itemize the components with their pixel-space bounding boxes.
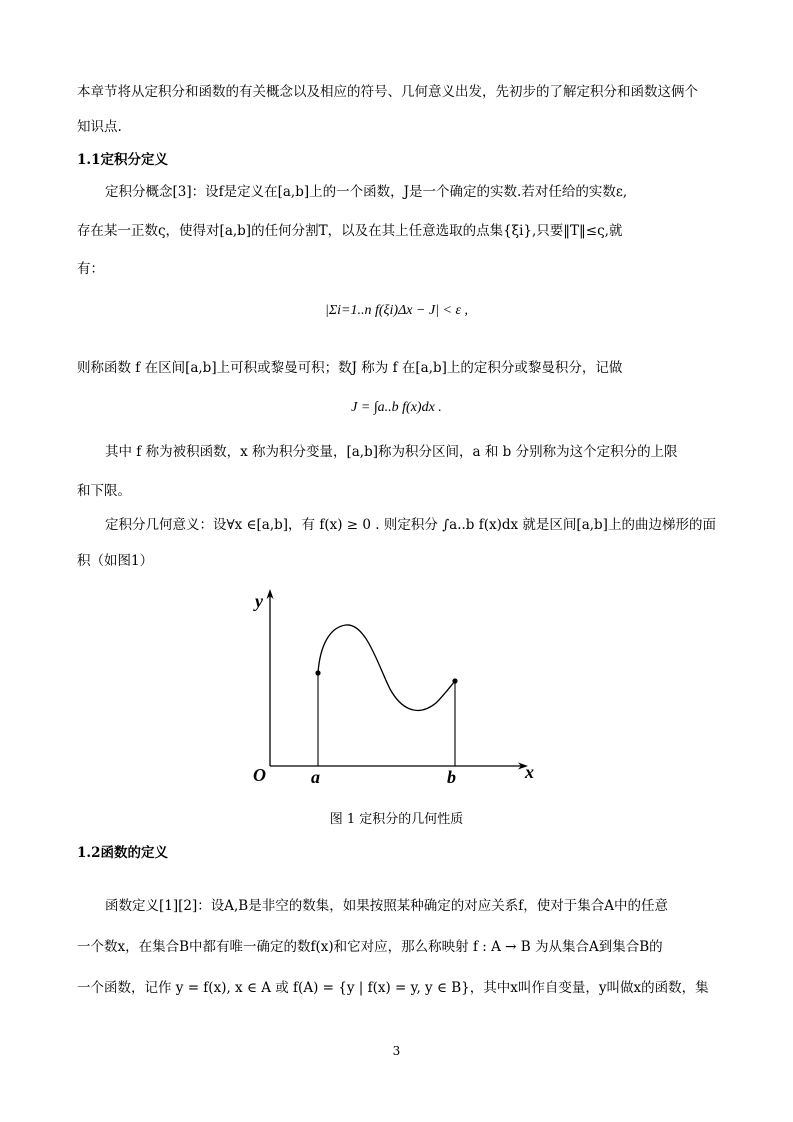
integral-notation-formula: J = ∫a..b f(x)dx . [351, 400, 442, 415]
section-heading-1-1: 1.1定积分定义 [77, 152, 168, 168]
figure-caption: 图 1 定积分的几何性质 [329, 812, 464, 827]
definite-integral-concept-line-3: 有： [77, 261, 104, 277]
geometric-meaning-line-2: 积（如图1） [77, 553, 154, 569]
intro-line-1: 本章节将从定积分和函数的有关概念以及相应的符号、几何意义出发，先初步的了解定积分和函数这俩个 [77, 84, 698, 100]
x-axis-label: x [525, 762, 534, 782]
point-b [452, 678, 457, 683]
riemann-sum-formula: |Σi=1..n f(ξi)Δx − J| < ε , [324, 303, 468, 318]
geometric-meaning-line-1: 定积分几何意义：设∀x ∈[a,b]，有 f(x) ≥ 0 . 则定积分 ∫a..b f(x)dx 就是区间[a,b]上的曲边梯形的面 [105, 517, 716, 533]
section-heading-1-2: 1.2函数的定义 [77, 845, 168, 861]
function-definition-line-2: 一个数x，在集合B中都有唯一确定的数f(x)和它对应，那么称映射 f : A → B 为从集合A到集合B的 [77, 939, 663, 955]
a-tick-label: a [311, 767, 320, 787]
function-curve [318, 625, 455, 711]
integral-terms-line-2: 和下限。 [77, 483, 131, 499]
definite-integral-figure [240, 585, 560, 800]
integral-terms-line-1: 其中 f 称为被积函数，x 称为积分变量，[a,b]称为积分区间，a 和 b 分别称为这个定积分的上限 [105, 444, 678, 460]
origin-label: O [253, 765, 266, 785]
intro-line-2: 知识点. [77, 119, 122, 135]
definite-integral-concept-line-1: 定积分概念[3]：设f是定义在[a,b]上的一个函数，J是一个确定的实数.若对任给的实数ε, [105, 184, 628, 200]
point-a [315, 670, 320, 675]
definite-integral-concept-line-2: 存在某一正数ς，使得对[a,b]的任何分割T，以及在其上任意选取的点集{ξi},只要‖T‖≤ς,就 [77, 223, 623, 239]
function-definition-line-1: 函数定义[1][2]：设A,B是非空的数集，如果按照某种确定的对应关系f，使对于集合A中的任意 [105, 898, 668, 914]
b-tick-label: b [447, 767, 456, 787]
y-axis-label: y [255, 591, 263, 611]
function-definition-line-3: 一个函数，记作 y = f(x), x ∈ A 或 f(A) = {y | f(x) = y, y ∈ B}，其中x叫作自变量，y叫做x的函数，集 [77, 980, 709, 996]
integrable-definition: 则称函数 f 在区间[a,b]上可积或黎曼可积；数J 称为 f 在[a,b]上的定积分或黎曼积分，记做 [77, 360, 623, 376]
page-number: 3 [392, 1044, 401, 1058]
